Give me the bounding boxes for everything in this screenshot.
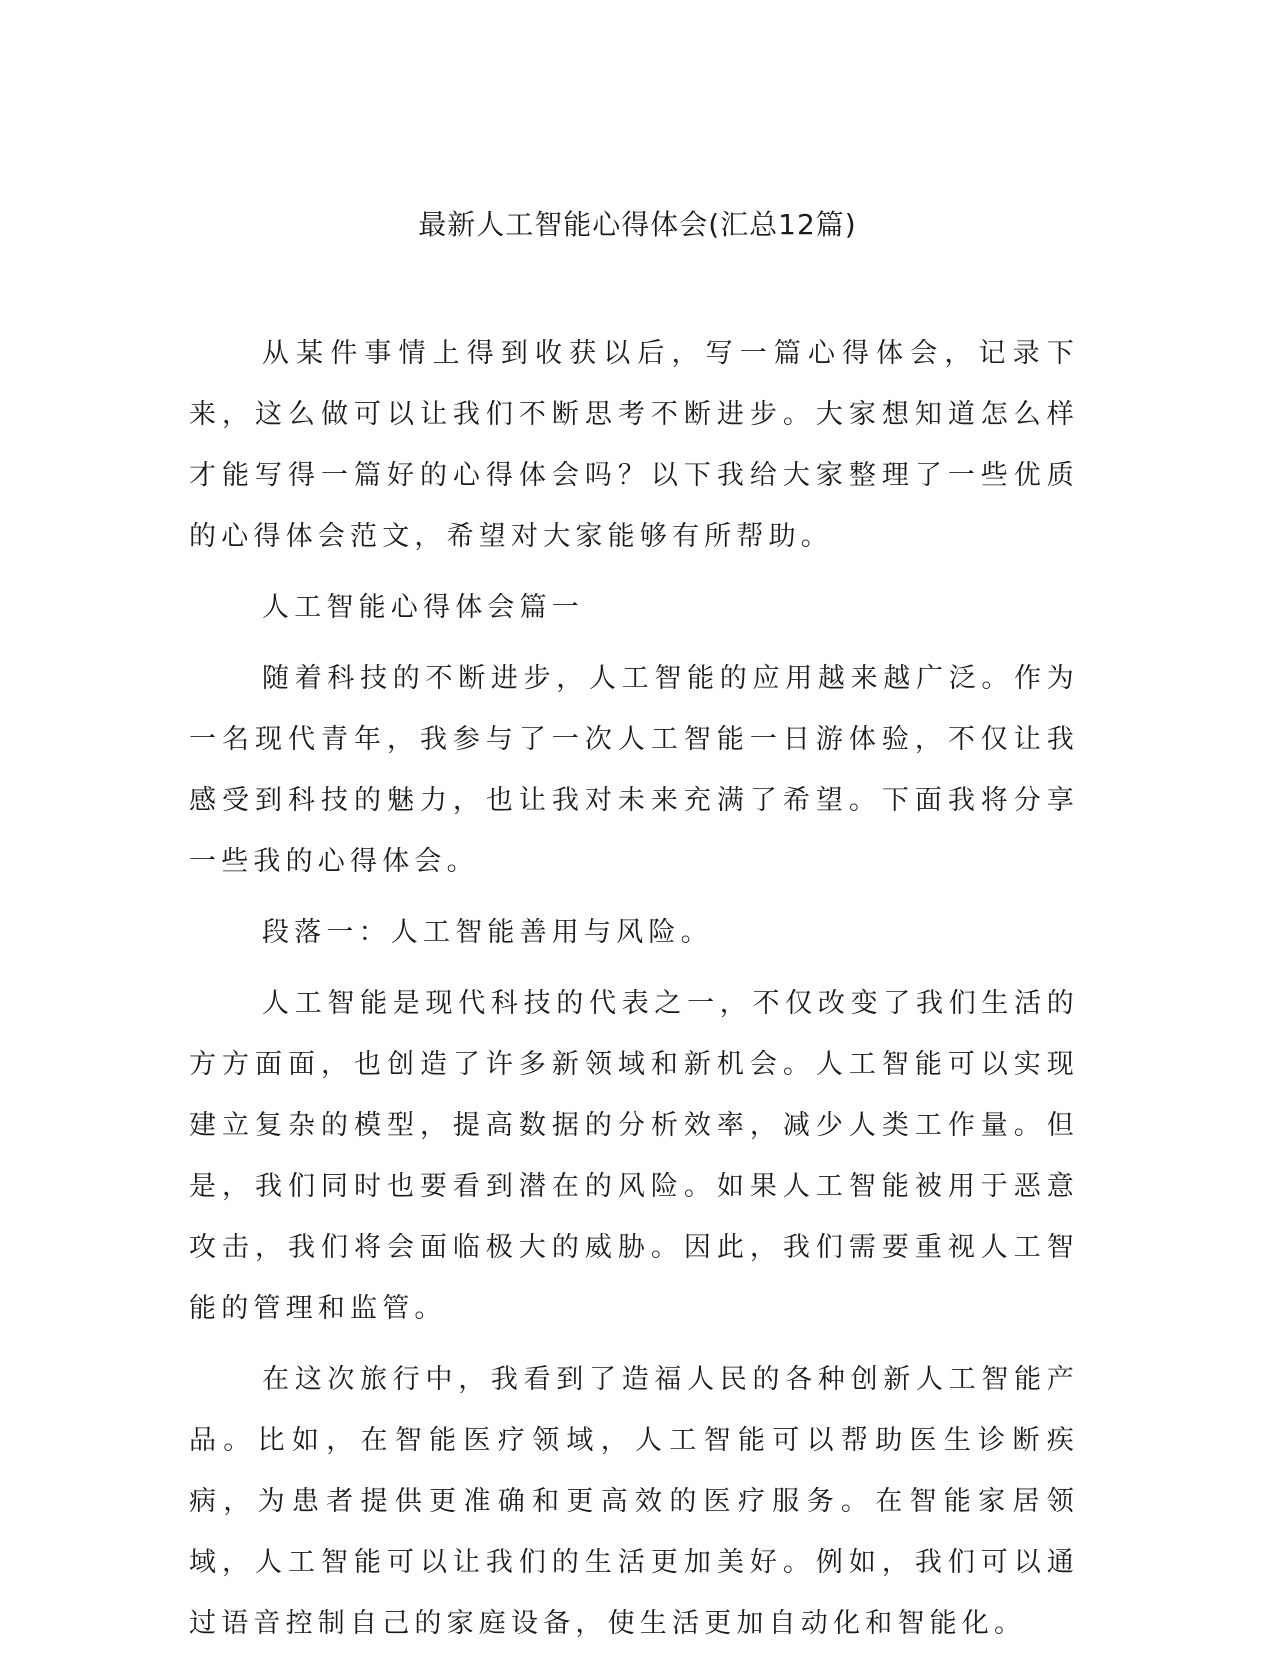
body-paragraph: 人工智能是现代科技的代表之一，不仅改变了我们生活的方方面面，也创造了许多新领域和新机会。人工智能可以实现建立复杂的模型，提高数据的分析效率，减少人类工作量。但是，我们同时也要看到潜在的风险。如果人工智能被用于恶意攻击，我们将会面临极大的威胁。因此，我们需要重视人工智能的管理和监管。 <box>189 988 1079 1324</box>
intro-paragraph: 从某件事情上得到收获以后，写一篇心得体会，记录下来，这么做可以让我们不断思考不断进步。大家想知道怎么样才能写得一篇好的心得体会吗？以下我给大家整理了一些优质的心得体会范文，希望对大家能够有所帮助。 <box>189 338 1079 552</box>
body-paragraph: 在这次旅行中，我看到了造福人民的各种创新人工智能产品。比如，在智能医疗领域，人工智能可以帮助医生诊断疾病，为患者提供更准确和更高效的医疗服务。在智能家居领域，人工智能可以让我们的生活更加美好。例如，我们可以通过语音控制自己的家庭设备，使生活更加自动化和智能化。 <box>189 1364 1079 1639</box>
section-heading-part-one: 人工智能心得体会篇一 <box>262 592 584 623</box>
document-body <box>189 323 1079 1664</box>
subsection-heading-one: 段落一：人工智能善用与风险。 <box>262 917 713 948</box>
document-title: 最新人工智能心得体会(汇总12篇) <box>418 208 857 241</box>
body-paragraph: 随着科技的不断进步，人工智能的应用越来越广泛。作为一名现代青年，我参与了一次人工智能一日游体验，不仅让我感受到科技的魅力，也让我对未来充满了希望。下面我将分享一些我的心得体会。 <box>189 663 1079 877</box>
